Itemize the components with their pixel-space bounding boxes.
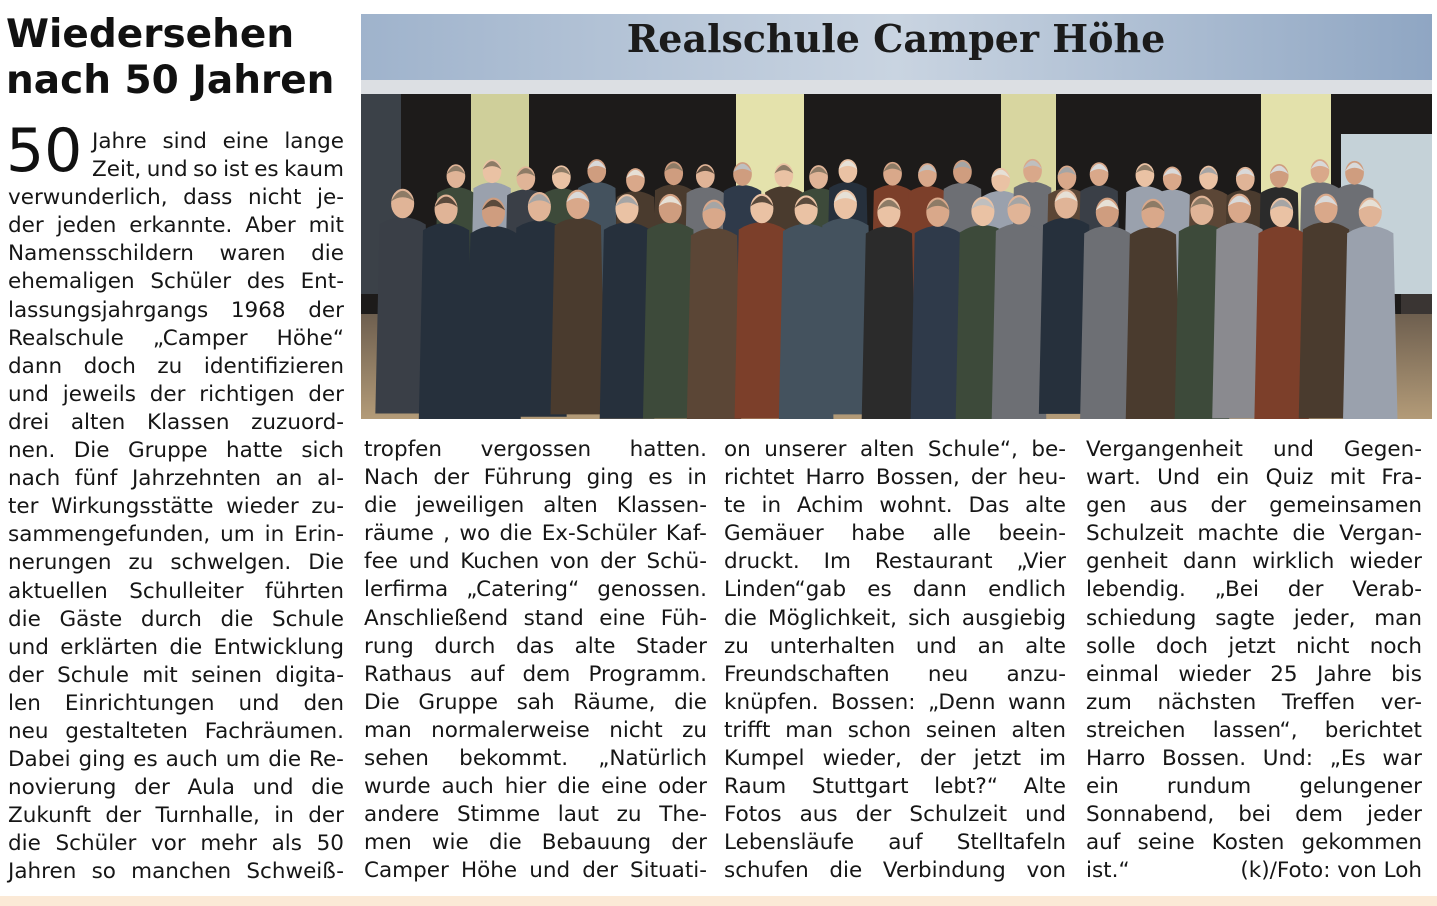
article-line: Freundschaften neu anzu- <box>724 661 1066 687</box>
article-line: Realschule „Camper Höhe“ <box>8 325 344 351</box>
headline-line-1: Wiedersehen <box>6 12 295 57</box>
article-line: die Schüler vor mehr als 50 <box>8 831 344 857</box>
article-column-1 <box>8 128 344 887</box>
headline <box>6 12 354 104</box>
article-line: fee und Kuchen von der Schü- <box>364 549 707 575</box>
article-line: schiedung sagte jeder, man <box>1086 605 1422 631</box>
article-line: trifft man schon seinen alten <box>724 717 1066 743</box>
article-line: Anschließend stand eine Füh- <box>364 605 707 631</box>
bottom-rule <box>0 896 1437 906</box>
article-line: Jahren so manchen Schweiß- <box>8 859 344 885</box>
article-line: die Möglichkeit, sich ausgiebig <box>724 605 1066 631</box>
article-line: räume , wo die Ex-Schüler Kaf- <box>364 521 707 547</box>
article-line: genheit dann wirklich wieder <box>1086 549 1422 575</box>
person-body <box>992 223 1047 419</box>
article-line: druckt. Im Restaurant „Vier <box>724 549 1066 575</box>
article-line: Gemäuer habe alle beein- <box>724 521 1066 547</box>
school-sign: Realschule Camper Höhe <box>626 16 1166 61</box>
article-line: andere Stimme laut zu The- <box>364 802 707 828</box>
article-line: neu gestalteten Fachräumen. <box>8 718 344 744</box>
article-line: zum nächsten Treffen ver- <box>1086 689 1422 715</box>
article-line: lerfirma „Catering“ genossen. <box>364 577 707 603</box>
article-line: Harro Bossen. Und: „Es war <box>1086 746 1422 772</box>
article-line: und jeweils der richtigen der <box>8 381 344 407</box>
group-of-people <box>375 159 1397 419</box>
photo-credit: (k)/Foto: von Loh <box>1240 858 1422 884</box>
article-line: nerungen zu schwelgen. Die <box>8 550 344 576</box>
article-last-line <box>1086 857 1422 885</box>
article-column-2 <box>364 436 707 886</box>
article-column-4 <box>1086 436 1422 886</box>
person-body <box>862 226 917 419</box>
person-body <box>466 226 521 419</box>
article-line: Zukunft der Turnhalle, in der <box>8 803 344 829</box>
article-line: aktuellen Schulleiter führten <box>8 578 344 604</box>
article-line: wurde auch hier die eine oder <box>364 774 707 800</box>
article-line: Schulzeit machte die Vergan- <box>1086 521 1422 547</box>
person-body <box>551 218 606 414</box>
article-line: Nach der Führung ging es in <box>364 465 707 491</box>
article-line: Lebensläufe auf Stelltafeln <box>724 830 1066 856</box>
article-line: lebendig. „Bei der Verab- <box>1086 577 1422 603</box>
article-line: verwunderlich, dass nicht je- <box>8 185 344 211</box>
article-line: on unserer alten Schule“, be- <box>724 437 1066 462</box>
article-line: zu unterhalten und an alte <box>724 633 1066 659</box>
article-line: Zeit, und so ist es kaum <box>92 157 344 183</box>
article-line: ein rundum gelungener <box>1086 774 1422 800</box>
article-line: die Gäste durch die Schule <box>8 606 344 632</box>
person-body <box>1343 226 1398 419</box>
article-column-3 <box>724 436 1066 886</box>
article-line: Kumpel wieder, der jetzt im <box>724 746 1066 772</box>
article-line: auf seine Kosten gekommen <box>1086 830 1422 856</box>
article-line: und erklärten die Entwicklung <box>8 634 344 660</box>
article-line: rung durch das alte Stader <box>364 633 707 659</box>
article-line: Namensschildern waren die <box>8 241 344 267</box>
article-line: solle doch jetzt nicht noch <box>1086 633 1422 659</box>
headline-line-2: nach 50 Jahren <box>6 58 335 103</box>
article-line: richtet Harro Bossen, der heu- <box>724 465 1066 491</box>
article-line: schufen die Verbindung von <box>724 858 1066 884</box>
article-line: drei alten Klassen zuzuord- <box>8 409 344 435</box>
article-line: len Einrichtungen und den <box>8 690 344 716</box>
article-line: streichen lassen“, berichtet <box>1086 717 1422 743</box>
article-line: Die Gruppe sah Räume, die <box>364 689 707 715</box>
article-line: te in Achim wohnt. Das alte <box>724 493 1066 519</box>
person-body <box>687 228 742 419</box>
drop-cap: 50 <box>6 116 83 186</box>
article-line: Vergangenheit und Gegen- <box>1086 437 1422 462</box>
article-line: Jahre sind eine lange <box>92 129 344 154</box>
article-line: ter Wirkungsstätte wieder zu- <box>8 494 344 520</box>
article-line: nen. Die Gruppe hatte sich <box>8 438 344 464</box>
article-line: Camper Höhe und der Situati- <box>364 858 707 884</box>
article-line: Linden“gab es dann endlich <box>724 577 1066 603</box>
article-line: der Schule mit seinen digita- <box>8 662 344 688</box>
article-line: die jeweiligen alten Klassen- <box>364 493 707 519</box>
article-line: Raum Stuttgart lebt?“ Alte <box>724 774 1066 800</box>
article-line: lassungsjahrgangs 1968 der <box>8 297 344 323</box>
article-line: tropfen vergossen hatten. <box>364 437 707 462</box>
article-line: Fotos aus der Schulzeit und <box>724 802 1066 828</box>
group-photo-image <box>361 14 1432 419</box>
person-body <box>1126 227 1181 419</box>
article-line: knüpfen. Bossen: „Denn wann <box>724 689 1066 715</box>
article-end: ist.“ <box>1086 858 1130 884</box>
article-line: dann doch zu identifizieren <box>8 353 344 379</box>
article-line: Dabei ging es auch um die Re- <box>8 747 344 773</box>
article-line: gen aus der gemeinsamen <box>1086 493 1422 519</box>
group-photo <box>361 14 1432 419</box>
article-line: nach fünf Jahrzehnten an al- <box>8 466 344 492</box>
person-body <box>419 223 474 419</box>
article-line: men wie die Bebauung der <box>364 830 707 856</box>
article-line: novierung der Aula und die <box>8 775 344 801</box>
article-line: ehemaligen Schüler des Ent- <box>8 269 344 295</box>
article-line: sehen bekommt. „Natürlich <box>364 746 707 772</box>
article-line: sammengefunden, um in Erin- <box>8 522 344 548</box>
article-line: wart. Und ein Quiz mit Fra- <box>1086 465 1422 491</box>
article-line: Sonnabend, bei dem jeder <box>1086 802 1422 828</box>
article-line: der jeden erkannte. Aber mit <box>8 213 344 239</box>
article-line: man normalerweise nicht zu <box>364 717 707 743</box>
article-line: Rathaus auf dem Programm. <box>364 661 707 687</box>
article-line: einmal wieder 25 Jahre bis <box>1086 661 1422 687</box>
